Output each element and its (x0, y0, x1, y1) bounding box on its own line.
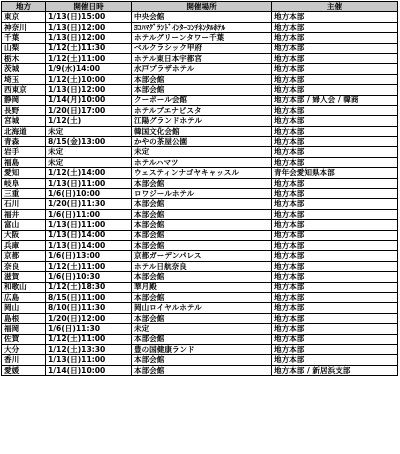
table-row (2, 95, 398, 105)
cell-venue: 華月殿 (132, 282, 272, 292)
table-row (2, 85, 398, 95)
table-row (2, 344, 398, 354)
cell-datetime: 1/13(日)12:00 (46, 33, 132, 43)
cell-venue: 本部会館 (132, 240, 272, 250)
cell-host: 地方本部 (272, 230, 398, 240)
cell-datetime: 1/12(土)18:30 (46, 282, 132, 292)
cell-datetime: 1/12(土) (46, 116, 132, 126)
cell-host: 地方本部 (272, 282, 398, 292)
header-venue: 開催場所 (132, 2, 272, 12)
table-row (2, 261, 398, 271)
cell-datetime: 1/13(日)11:00 (46, 355, 132, 365)
cell-region: 長野 (2, 105, 46, 115)
table-row (2, 137, 398, 147)
cell-region: 島根 (2, 313, 46, 323)
table-row (2, 292, 398, 302)
cell-venue: 本部会館 (132, 334, 272, 344)
cell-venue: 本部会館 (132, 178, 272, 188)
cell-venue: 岡山ロイヤルホテル (132, 303, 272, 313)
table-row (2, 251, 398, 261)
cell-datetime: 1/12(土)11:30 (46, 43, 132, 53)
cell-host: 地方本部 (272, 251, 398, 261)
cell-datetime: 1/9(水)14:00 (46, 64, 132, 74)
table-row (2, 33, 398, 43)
cell-host: 地方本部 (272, 33, 398, 43)
cell-venue: 江陽グランドホテル (132, 116, 272, 126)
cell-host: 地方本部 (272, 53, 398, 63)
cell-region: 佐賀 (2, 334, 46, 344)
table-row (2, 240, 398, 250)
cell-region: 奈良 (2, 261, 46, 271)
cell-venue: 本部会館 (132, 220, 272, 230)
cell-region: 茨城 (2, 64, 46, 74)
table-row (2, 157, 398, 167)
cell-venue: 未定 (132, 147, 272, 157)
cell-datetime: 1/13(日)12:00 (46, 22, 132, 32)
table-row (2, 105, 398, 115)
cell-region: 石川 (2, 199, 46, 209)
cell-host: 地方本部 (272, 126, 398, 136)
cell-region: 埼玉 (2, 74, 46, 84)
cell-region: 神奈川 (2, 22, 46, 32)
cell-venue: かやの茶屋公園 (132, 137, 272, 147)
table-row (2, 272, 398, 282)
table-row (2, 178, 398, 188)
cell-datetime: 1/14(月)10:00 (46, 95, 132, 105)
cell-venue: 本部会館 (132, 85, 272, 95)
cell-region: 宮城 (2, 116, 46, 126)
cell-venue: ホテルハマツ (132, 157, 272, 167)
table-row (2, 189, 398, 199)
cell-region: 岩手 (2, 147, 46, 157)
cell-venue: 本部会館 (132, 355, 272, 365)
cell-datetime: 8/10(日)11:30 (46, 303, 132, 313)
cell-datetime: 8/15(日)11:00 (46, 292, 132, 302)
cell-host: 地方本部 (272, 74, 398, 84)
cell-region: 岐阜 (2, 178, 46, 188)
cell-region: 愛知 (2, 168, 46, 178)
cell-host: 地方本部 (272, 105, 398, 115)
event-schedule-table (1, 1, 398, 376)
cell-region: 福井 (2, 209, 46, 219)
cell-venue: ホテル東日本宇都宮 (132, 53, 272, 63)
cell-datetime: 1/13(日)11:00 (46, 178, 132, 188)
cell-venue: ホテルグリーンタワー千葉 (132, 33, 272, 43)
cell-venue: 豊の国健康ランド (132, 344, 272, 354)
table-row (2, 355, 398, 365)
cell-host: 地方本部 (272, 303, 398, 313)
cell-datetime: 8/15(金)13:00 (46, 137, 132, 147)
table-row (2, 334, 398, 344)
cell-venue: 本部会館 (132, 292, 272, 302)
cell-datetime: 1/12(土)14:00 (46, 168, 132, 178)
cell-region: 西東京 (2, 85, 46, 95)
cell-venue: ホテルブエナビスタ (132, 105, 272, 115)
cell-datetime: 1/13(日)14:00 (46, 230, 132, 240)
cell-venue: 本部会館 (132, 365, 272, 375)
cell-datetime: 1/6(日)13:00 (46, 251, 132, 261)
cell-region: 香川 (2, 355, 46, 365)
cell-region: 京都 (2, 251, 46, 261)
header-row (2, 2, 398, 12)
cell-host: 地方本部 / 新居浜支部 (272, 365, 398, 375)
cell-host: 地方本部 (272, 220, 398, 230)
cell-datetime: 1/13(日)15:00 (46, 12, 132, 22)
cell-venue: 本部会館 (132, 209, 272, 219)
cell-host: 地方本部 (272, 116, 398, 126)
cell-region: 広島 (2, 292, 46, 302)
cell-region: 福岡 (2, 324, 46, 334)
cell-venue: クーポール会館 (132, 95, 272, 105)
table-row (2, 230, 398, 240)
cell-venue: 本部会館 (132, 272, 272, 282)
cell-venue: 韓国文化会館 (132, 126, 272, 136)
cell-host: 地方本部 (272, 22, 398, 32)
table-row (2, 12, 398, 22)
cell-datetime: 未定 (46, 157, 132, 167)
cell-region: 滋賀 (2, 272, 46, 282)
cell-region: 富山 (2, 220, 46, 230)
cell-venue: 本部会館 (132, 230, 272, 240)
cell-host: 地方本部 (272, 209, 398, 219)
cell-datetime: 1/12(土)11:00 (46, 261, 132, 271)
cell-datetime: 1/6(日)11:30 (46, 324, 132, 334)
cell-host: 地方本部 (272, 334, 398, 344)
cell-region: 東京 (2, 12, 46, 22)
cell-host: 地方本部 (272, 178, 398, 188)
cell-venue: 本部会館 (132, 313, 272, 323)
table-row (2, 220, 398, 230)
cell-region: 兵庫 (2, 240, 46, 250)
cell-datetime: 1/20(日)17:00 (46, 105, 132, 115)
table-row (2, 199, 398, 209)
cell-host: 地方本部 (272, 137, 398, 147)
cell-host: 地方本部 (272, 272, 398, 282)
cell-region: 山梨 (2, 43, 46, 53)
cell-host: 地方本部 (272, 43, 398, 53)
cell-venue: 水戸プラザホテル (132, 64, 272, 74)
cell-datetime: 1/20(日)11:30 (46, 199, 132, 209)
table-row (2, 64, 398, 74)
cell-datetime: 1/13(日)14:00 (46, 240, 132, 250)
table-row (2, 147, 398, 157)
cell-region: 福島 (2, 157, 46, 167)
table-row (2, 168, 398, 178)
cell-region: 岡山 (2, 303, 46, 313)
cell-region: 青森 (2, 137, 46, 147)
table-row (2, 53, 398, 63)
cell-region: 大阪 (2, 230, 46, 240)
header-region: 地方 (2, 2, 46, 12)
cell-host: 地方本部 (272, 324, 398, 334)
table-row (2, 303, 398, 313)
cell-datetime: 1/13(日)11:00 (46, 220, 132, 230)
table-row (2, 313, 398, 323)
cell-venue: ﾖｺﾊﾏｸﾞﾗﾝﾄﾞｲﾝﾀｰｺﾝﾁﾈﾝﾀﾙﾎﾃﾙ (132, 22, 272, 32)
cell-host: 地方本部 (272, 313, 398, 323)
table-row (2, 126, 398, 136)
cell-region: 千葉 (2, 33, 46, 43)
cell-host: 地方本部 (272, 199, 398, 209)
cell-host: 地方本部 (272, 85, 398, 95)
cell-host: 地方本部 (272, 240, 398, 250)
cell-venue: 本部会館 (132, 74, 272, 84)
cell-host: 地方本部 (272, 189, 398, 199)
cell-datetime: 1/12(土)13:30 (46, 344, 132, 354)
table-row (2, 74, 398, 84)
cell-host: 青年会愛知県本部 (272, 168, 398, 178)
cell-datetime: 1/6(日)10:00 (46, 189, 132, 199)
cell-datetime: 1/20(日)12:00 (46, 313, 132, 323)
cell-host: 地方本部 (272, 12, 398, 22)
cell-venue: 京都ガーデンパレス (132, 251, 272, 261)
cell-host: 地方本部 / 婦人会 / 韓商 (272, 95, 398, 105)
cell-datetime: 1/6(日)11:00 (46, 209, 132, 219)
cell-datetime: 未定 (46, 147, 132, 157)
table-row (2, 43, 398, 53)
cell-venue: 中央会館 (132, 12, 272, 22)
header-host: 主催 (272, 2, 398, 12)
cell-host: 地方本部 (272, 261, 398, 271)
cell-host: 地方本部 (272, 157, 398, 167)
cell-region: 静岡 (2, 95, 46, 105)
cell-region: 栃木 (2, 53, 46, 63)
cell-region: 北海道 (2, 126, 46, 136)
cell-host: 地方本部 (272, 355, 398, 365)
cell-host: 地方本部 (272, 64, 398, 74)
cell-datetime: 1/12(土)11:00 (46, 334, 132, 344)
cell-datetime: 1/13(日)12:00 (46, 85, 132, 95)
cell-region: 大分 (2, 344, 46, 354)
table-row (2, 209, 398, 219)
header-datetime: 開催日時 (46, 2, 132, 12)
cell-host: 地方本部 (272, 292, 398, 302)
cell-venue: 本部会館 (132, 199, 272, 209)
cell-region: 三重 (2, 189, 46, 199)
table-row (2, 116, 398, 126)
table-row (2, 22, 398, 32)
cell-venue: ロワジールホテル (132, 189, 272, 199)
cell-datetime: 1/12(土)10:00 (46, 74, 132, 84)
cell-venue: ホテル日航奈良 (132, 261, 272, 271)
cell-venue: ウェスティンナゴヤキャッスル (132, 168, 272, 178)
cell-host: 地方本部 (272, 344, 398, 354)
cell-datetime: 1/14(日)10:00 (46, 365, 132, 375)
cell-venue: 未定 (132, 324, 272, 334)
cell-region: 和歌山 (2, 282, 46, 292)
cell-host: 地方本部 (272, 147, 398, 157)
cell-venue: ベルクラシック甲府 (132, 43, 272, 53)
table-row (2, 365, 398, 375)
cell-datetime: 1/6(日)10:30 (46, 272, 132, 282)
cell-datetime: 未定 (46, 126, 132, 136)
cell-datetime: 1/12(土)11:00 (46, 53, 132, 63)
table-row (2, 324, 398, 334)
table-body (2, 12, 398, 376)
cell-region: 愛媛 (2, 365, 46, 375)
table-row (2, 282, 398, 292)
